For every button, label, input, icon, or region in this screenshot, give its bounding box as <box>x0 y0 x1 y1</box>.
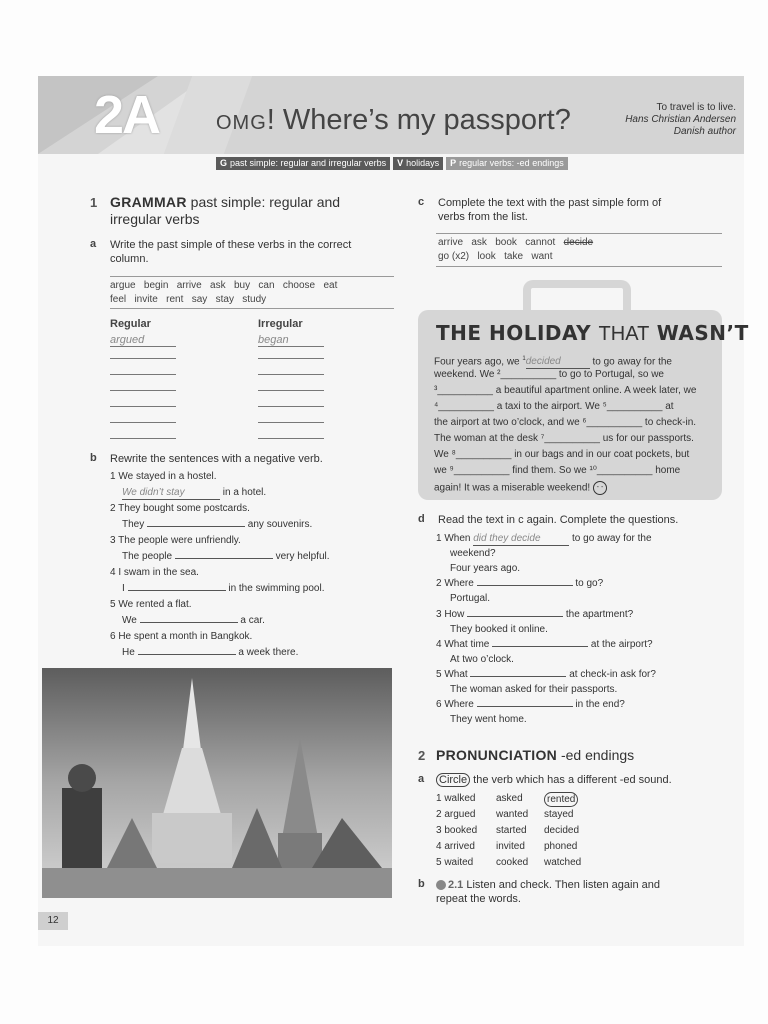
verb-option[interactable]: watched <box>544 857 582 868</box>
story-line: weekend. We ²__________ to go to Portugal, so we <box>434 369 664 380</box>
question-prompt: 6 Where in the end? <box>436 699 625 710</box>
answer-blank[interactable] <box>477 706 573 707</box>
answer-line[interactable] <box>258 374 324 375</box>
story-title: THE HOLIDAY THAT WASN’T <box>436 321 749 345</box>
sentence-prompt: 5 We rented a flat. <box>110 599 192 610</box>
answer-line[interactable] <box>258 390 324 391</box>
tag-grammar: G past simple: regular and irregular verbs <box>216 157 390 170</box>
answer-line[interactable] <box>110 438 176 439</box>
story-line: We ⁸__________ in our bags and in our coat pockets, but <box>434 449 690 460</box>
section-number: 2 <box>418 748 426 763</box>
question-prompt: 3 How the apartment? <box>436 609 634 620</box>
answer-blank[interactable]: We didn’t stay <box>122 486 220 500</box>
story-line: the airport at two o’clock, and we ⁶__________ to check-in. <box>434 417 697 428</box>
answer-blank[interactable]: did they decide <box>473 532 569 546</box>
column-irregular: Irregular <box>258 318 303 330</box>
story-line: again! It was a miserable weekend! - - <box>434 481 607 495</box>
quote: To travel is to live. Hans Christian Andersen Danish author <box>625 102 736 137</box>
verb-option[interactable]: started <box>496 825 527 836</box>
sentence-answer: We a car. <box>122 615 265 626</box>
question-prompt: 4 What time at the airport? <box>436 639 653 650</box>
sentence-prompt: 4 I swam in the sea. <box>110 567 199 578</box>
verb-list: arrive ask book cannot decide go (x2) look take want <box>438 237 594 262</box>
answer-line[interactable] <box>110 374 176 375</box>
section-number: 1 <box>90 195 98 210</box>
sentence-answer: He a week there. <box>122 647 299 658</box>
sentence-answer: We didn’t stay in a hotel. <box>122 487 267 498</box>
unit-number: 2A <box>94 85 160 145</box>
verb-list: argue begin arrive ask buy can choose eat feel invite rent say stay study <box>110 280 338 305</box>
exercise-instruction: 2.1 Listen and check. Then listen again and repeat the words. <box>436 879 661 905</box>
given-answer: Four years ago. <box>450 563 521 574</box>
verb-option[interactable]: stayed <box>544 809 574 820</box>
given-answer: They booked it online. <box>450 624 548 635</box>
answer-blank[interactable] <box>467 616 563 617</box>
example-regular: argued <box>110 334 145 346</box>
sentence-answer: The people very helpful. <box>122 551 330 562</box>
sentence-prompt: 2 They bought some postcards. <box>110 503 250 514</box>
temple-photo <box>42 668 392 898</box>
answer-blank[interactable] <box>147 526 245 527</box>
answer-line <box>110 346 176 347</box>
answer-blank[interactable] <box>138 654 236 655</box>
exercise-instruction: Rewrite the sentences with a negative verb. <box>110 453 323 465</box>
story-line: ⁴__________ a taxi to the airport. We ⁵__________ at <box>434 401 674 412</box>
given-answer: At two o’clock. <box>450 654 514 665</box>
audio-icon[interactable] <box>436 880 446 890</box>
given-answer: The woman asked for their passports. <box>450 684 618 695</box>
sad-face-icon: - - <box>593 481 607 495</box>
column-regular: Regular <box>110 318 151 330</box>
verb-option[interactable]: invited <box>496 841 525 852</box>
grammar-heading: GRAMMAR past simple: regular and irregular verbs <box>110 194 341 227</box>
topic-tags <box>216 157 568 170</box>
exercise-label: a <box>418 773 425 785</box>
example-irregular: began <box>258 334 289 346</box>
answer-blank[interactable] <box>140 622 238 623</box>
answer-line[interactable] <box>258 406 324 407</box>
sentence-prompt: 1 We stayed in a hostel. <box>110 471 217 482</box>
given-answer: Portugal. <box>450 593 491 604</box>
answer-line[interactable] <box>110 422 176 423</box>
answer-line[interactable] <box>110 390 176 391</box>
exercise-label: c <box>418 196 425 208</box>
given-answer: They went home. <box>450 714 527 725</box>
exercise-instruction: Complete the text with the past simple form of verbs from the list. <box>438 197 662 223</box>
answer-line[interactable] <box>110 406 176 407</box>
exercise-label: b <box>418 878 425 890</box>
answer-blank[interactable] <box>492 646 588 647</box>
exercise-label: d <box>418 513 425 525</box>
exercise-label: a <box>90 238 97 250</box>
exercise-instruction: Write the past simple of these verbs in the correct column. <box>110 239 352 265</box>
answer-blank[interactable] <box>470 676 566 677</box>
answer-line[interactable] <box>258 422 324 423</box>
story-line: ³__________ a beautiful apartment online. A week later, we <box>434 385 697 396</box>
story-line: The woman at the desk ⁷__________ us for our passports. <box>434 433 694 444</box>
sentence-prompt: 6 He spent a month in Bangkok. <box>110 631 253 642</box>
verb-option[interactable]: 2 argued <box>436 809 476 820</box>
answer-line <box>258 346 324 347</box>
tag-vocabulary: V holidays <box>393 157 443 170</box>
pronunciation-heading: PRONUNCIATION -ed endings <box>436 747 635 763</box>
answer-line[interactable] <box>258 438 324 439</box>
verb-option[interactable]: rented <box>544 792 578 807</box>
exercise-instruction: Read the text in c again. Complete the questions. <box>438 514 679 526</box>
verb-option[interactable]: 4 arrived <box>436 841 475 852</box>
answer-blank[interactable] <box>128 590 226 591</box>
answer-line[interactable] <box>110 358 176 359</box>
verb-option[interactable]: 3 booked <box>436 825 478 836</box>
page-number: 12 <box>38 912 68 930</box>
verb-option[interactable]: 5 waited <box>436 857 474 868</box>
page-title: OMG! Where’s my passport? <box>216 104 571 136</box>
story-line: Four years ago, we $^1$decided to go away for the <box>434 356 672 368</box>
answer-blank[interactable] <box>477 585 573 586</box>
answer-line[interactable] <box>258 358 324 359</box>
verb-option[interactable]: wanted <box>496 809 529 820</box>
verb-option[interactable]: asked <box>496 793 523 804</box>
question-prompt: 5 What at check-in ask for? <box>436 669 656 680</box>
verb-option[interactable]: cooked <box>496 857 529 868</box>
verb-option[interactable]: 1 walked <box>436 793 476 804</box>
answer-blank[interactable] <box>175 558 273 559</box>
tag-pronunciation: P regular verbs: -ed endings <box>446 157 568 170</box>
story-line: we ⁹__________ find them. So we ¹⁰__________ home <box>434 465 681 476</box>
sentence-answer: I in the swimming pool. <box>122 583 325 594</box>
verb-option[interactable]: decided <box>544 825 580 836</box>
exercise-label: b <box>90 452 97 464</box>
sentence-answer: They any souvenirs. <box>122 519 313 530</box>
question-continuation: weekend? <box>450 548 496 559</box>
exercise-instruction: Circle the verb which has a different -ed sound. <box>436 773 672 787</box>
question-prompt: 1 When did they decide to go away for the <box>436 533 652 544</box>
sentence-prompt: 3 The people were unfriendly. <box>110 535 241 546</box>
verb-option[interactable]: phoned <box>544 841 578 852</box>
question-prompt: 2 Where to go? <box>436 578 604 589</box>
